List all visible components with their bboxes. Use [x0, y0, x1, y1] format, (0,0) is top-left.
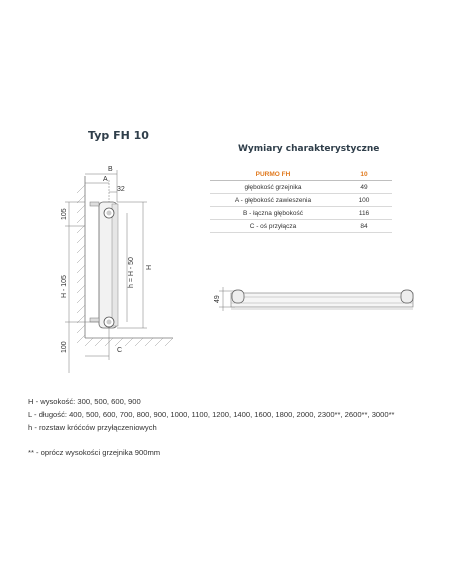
dim-100-label: 100 [61, 341, 68, 353]
dim-32-label: 32 [117, 186, 125, 193]
table-header-label: PURMO FH [210, 168, 336, 181]
dimensions-table [210, 168, 392, 233]
row-value: 100 [336, 194, 392, 207]
dim-b-label: B [108, 166, 113, 173]
dim-c-label: C [117, 347, 123, 354]
size-notes [28, 395, 395, 434]
table-row [210, 194, 392, 207]
note-length: L - długość: 400, 500, 600, 700, 800, 900, 1000, 1100, 1200, 1400, 1600, 1800, 2000, 2300**, 2600**, 3000** [28, 410, 395, 419]
page-title: Typ FH 10 [88, 129, 149, 142]
table-row [210, 181, 392, 194]
row-label: C - oś przyłącza [210, 220, 336, 233]
row-label: A - głębokość zawieszenia [210, 194, 336, 207]
row-value: 49 [336, 181, 392, 194]
table-row [210, 220, 392, 233]
row-value: 116 [336, 207, 392, 220]
note-spacing: h - rozstaw króćców przyłączeniowych [28, 423, 157, 432]
table-header-row [210, 168, 392, 181]
dim-49-label: 49 [214, 295, 221, 303]
footnote: ** - oprócz wysokości grzejnika 900mm [28, 448, 161, 457]
row-value: 84 [336, 220, 392, 233]
top-view-drawing [205, 283, 425, 323]
dim-h105-label: H - 105 [61, 275, 68, 298]
dim-h50-label: h = H - 50 [128, 257, 135, 288]
dim-h-label: H [146, 264, 153, 270]
table-row [210, 207, 392, 220]
dim-a-label: A [103, 176, 108, 183]
note-height: H - wysokość: 300, 500, 600, 900 [28, 397, 141, 406]
side-view-drawing [55, 158, 185, 388]
row-label: B - łączna głębokość [210, 207, 336, 220]
dim-105-label: 105 [61, 208, 68, 220]
table-title: Wymiary charakterystyczne [238, 144, 380, 154]
row-label: głębokość grzejnika [210, 181, 336, 194]
table-header-value: 10 [336, 168, 392, 181]
